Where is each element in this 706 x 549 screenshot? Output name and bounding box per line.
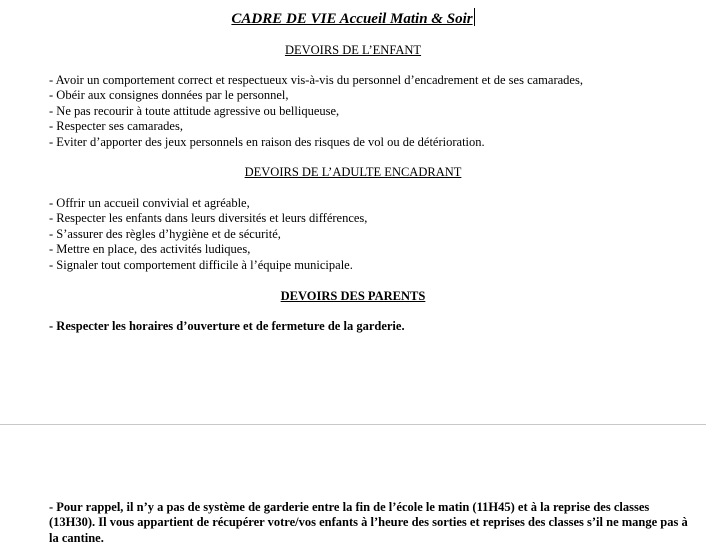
section-heading-adulte: DEVOIRS DE L’ADULTE ENCADRANT bbox=[244, 165, 462, 179]
list-item: - Offrir un accueil convivial et agréable, bbox=[49, 196, 689, 211]
reminder-note: - Pour rappel, il n’y a pas de système de garderie entre la fin de l’école le matin (11H45) et à la reprise des classes (13H30). Il vous appartient de récupérer votre/vos enfants à l’heure des sorties et reprises des classes s’il ne mange pas à la cantine. bbox=[49, 500, 688, 545]
list-item: - Obéir aux consignes données par le personnel, bbox=[49, 88, 689, 103]
list-item: - Mettre en place, des activités ludiques, bbox=[49, 242, 689, 257]
section-heading-parents: DEVOIRS DES PARENTS bbox=[280, 289, 426, 303]
title-line bbox=[0, 8, 706, 29]
list-item: - Signaler tout comportement difficile à l’équipe municipale. bbox=[49, 258, 689, 273]
list-item: - Respecter les enfants dans leurs diversités et leurs différences, bbox=[49, 211, 689, 226]
list-devoirs-enfant bbox=[49, 73, 689, 150]
section-heading-enfant: DEVOIRS DE L’ENFANT bbox=[284, 43, 422, 57]
list-devoirs-adulte bbox=[49, 196, 689, 273]
list-item: - Respecter les horaires d’ouverture et de fermeture de la garderie. bbox=[49, 319, 689, 334]
list-item: - Eviter d’apporter des jeux personnels en raison des risques de vol ou de détérioration. bbox=[49, 135, 689, 150]
list-item: - Avoir un comportement correct et respectueux vis-à-vis du personnel d’encadrement et de ses camarades, bbox=[49, 73, 689, 88]
list-devoirs-parents bbox=[49, 319, 689, 334]
document-title[interactable]: CADRE DE VIE Accueil Matin & Soir bbox=[231, 11, 473, 27]
list-item: - Respecter ses camarades, bbox=[49, 119, 689, 134]
page-break bbox=[0, 424, 706, 425]
text-cursor bbox=[474, 8, 475, 26]
list-item: - Ne pas recourir à toute attitude agressive ou belliqueuse, bbox=[49, 104, 689, 119]
list-item: - S’assurer des règles d’hygiène et de sécurité, bbox=[49, 227, 689, 242]
